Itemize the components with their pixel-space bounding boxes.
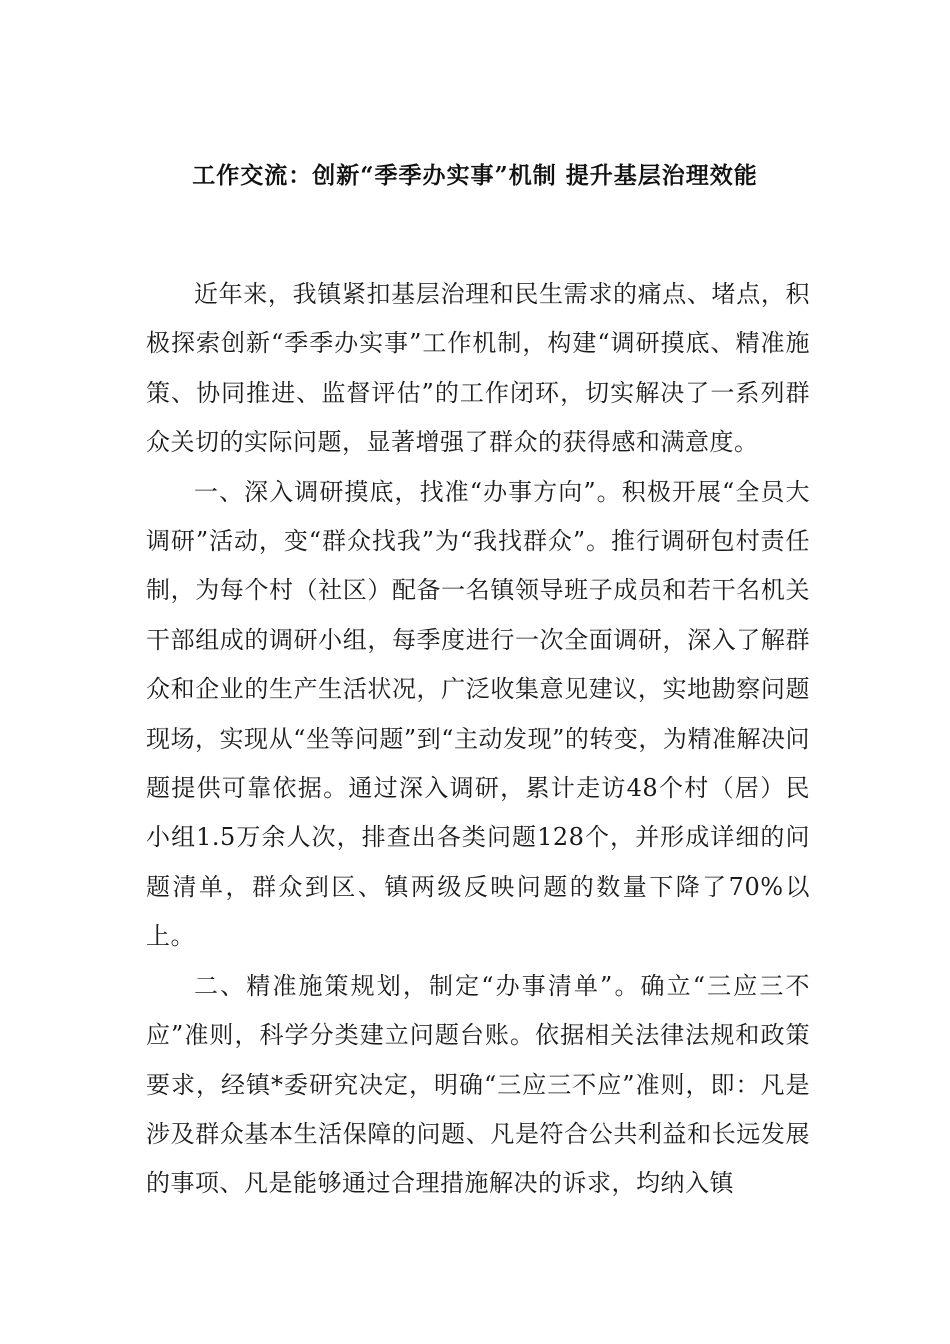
document-body xyxy=(146,270,810,1209)
paragraph-intro: 近年来，我镇紧扣基层治理和民生需求的痛点、堵点，积极探索创新“季季办实事”工作机制，构建“调研摸底、精准施策、协同推进、监督评估”的工作闭环，切实解决了一系列群众关切的实际问题，显著增强了群众的获得感和满意度。 xyxy=(146,280,810,457)
document-title: 工作交流：创新“季季办实事”机制 提升基层治理效能 xyxy=(192,162,758,189)
paragraph-section-two: 二、精准施策规划，制定“办事清单”。确立“三应三不应”准则，科学分类建立问题台账。依据相关法律法规和政策要求，经镇*委研究决定，明确“三应三不应”准则，即：凡是涉及群众基本生活保障的问题、凡是符合公共利益和长远发展的事项、凡是能够通过合理措施解决的诉求，均纳入镇 xyxy=(146,971,810,1198)
paragraph-section-one: 一、深入调研摸底，找准“办事方向”。积极开展“全员大调研”活动，变“群众找我”为“我找群众”。推行调研包村责任制，为每个村（社区）配备一名镇领导班子成员和若干名机关干部组成的调研小组，每季度进行一次全面调研，深入了解群众和企业的生产生活状况，广泛收集意见建议，实地勘察问题现场，实现从“坐等问题”到“主动发现”的转变，为精准解决问题提供可靠依据。通过深入调研，累计走访48个村（居）民小组1.5万余人次，排查出各类问题128个，并形成详细的问题清单，群众到区、镇两级反映问题的数量下降了70%以上。 xyxy=(146,477,810,951)
